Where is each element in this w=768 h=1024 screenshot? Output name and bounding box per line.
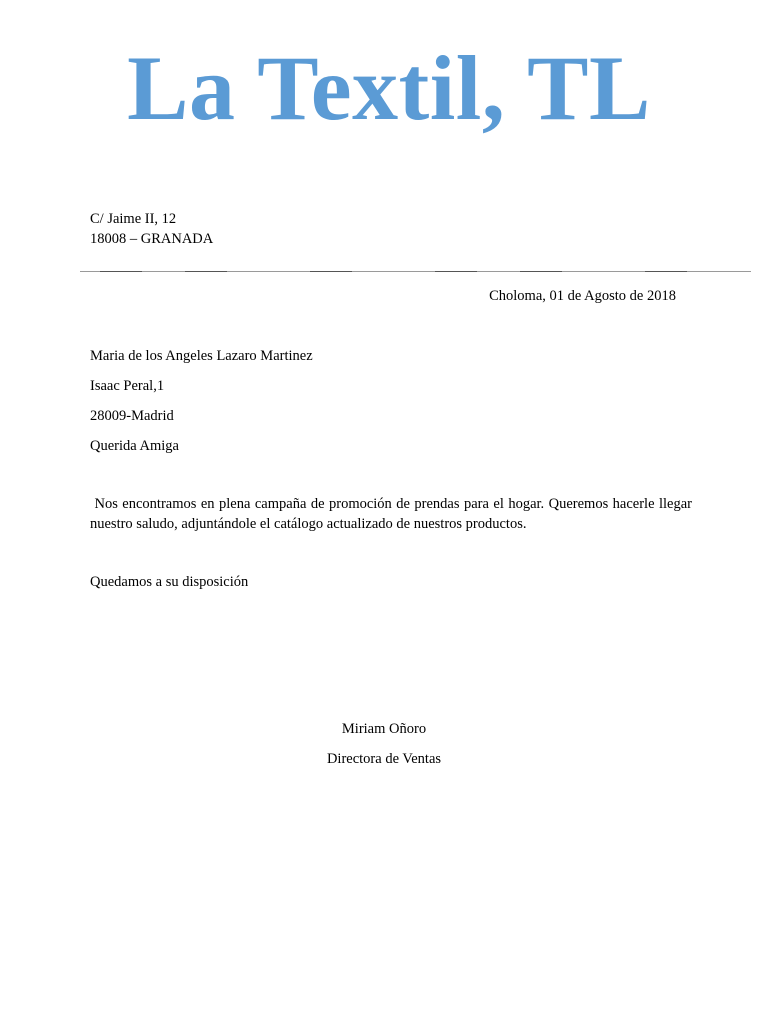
signatory-name: Miriam Oñoro: [341, 721, 427, 737]
divider-segment: [645, 271, 687, 272]
recipient-name: Maria de los Angeles Lazaro Martinez: [90, 348, 313, 364]
divider-segment: [310, 271, 352, 272]
sender-address: [90, 209, 213, 249]
signature-block: [0, 719, 768, 779]
header-divider: [80, 271, 751, 272]
recipient-city: 28009-Madrid: [90, 408, 174, 424]
divider-segment: [435, 271, 477, 272]
closing-line: Quedamos a su disposición: [90, 574, 249, 590]
salutation: Querida Amiga: [90, 438, 179, 454]
body-paragraph: Nos encontramos en plena campaña de promoción de prendas para el hogar. Queremos hacerle llegar nuestro saludo, adjuntándole el catálogo actualizado de nuestros productos.: [90, 496, 692, 532]
company-letterhead-title: La Textil, TL: [127, 37, 651, 139]
sender-city: 18008 – GRANADA: [90, 231, 214, 247]
sender-street: C/ Jaime II, 12: [90, 211, 177, 227]
letter-date: Choloma, 01 de Agosto de 2018: [489, 288, 676, 304]
divider-segment: [100, 271, 142, 272]
divider-segment: [185, 271, 227, 272]
recipient-block: [90, 346, 313, 466]
signatory-title: Directora de Ventas: [326, 751, 442, 767]
letter-body: [90, 494, 692, 534]
divider-segment: [520, 271, 562, 272]
recipient-street: Isaac Peral,1: [90, 378, 165, 394]
